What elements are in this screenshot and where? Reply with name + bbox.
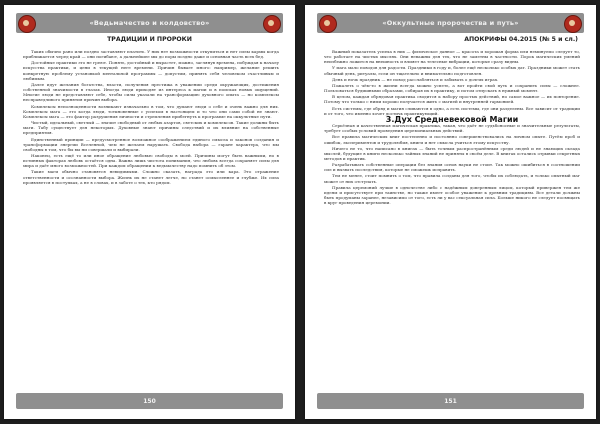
paragraph: Наконец, есть ещё то или иное обращение любовью свободы в моей. Причины могут быть важными, но в истинных факторах любовь остаётся одна. Важна лишь чистота понимания, что любовь всегда сохраняет силы для мира и даёт много возможностей. При каждом обращении к ведьмачеству надо помнить об этом.	[23, 152, 279, 169]
paragraph: Пожалеть о чём-то в жизни всегда можно успеть, а вот пройти свой путь и сохранить силы — сложнее. Пользоваться будишными образами, собирая их в практику, и потом отпускать в нужный момент.	[324, 82, 580, 94]
right-ornament-icon	[263, 15, 281, 33]
paragraph: Комплексы неполноценности возникают изначально в том, что думают люди о себе и очень важно для них. Комплексы мага — это когда люди, тоткновенные с успехом в настоящем и то что они сами собой не знают. Комплексы мага — это фактор разрушения личности и стремления прибегнуть к программе на оккультные пути.	[23, 103, 279, 119]
right-body-text	[324, 49, 580, 385]
right-page-number: 151	[444, 397, 457, 405]
left-body-text	[23, 49, 279, 385]
right-page	[305, 5, 596, 419]
paragraph: День и ночь праздник — не повод расслабляться и забывать о долгих играх.	[332, 76, 499, 82]
paragraph: Тем не менее, стоит помнить о том, что правила созданы для того, чтобы их соблюдать, и только опытный маг может от них отступать.	[324, 173, 580, 184]
paragraph: Правила церемоний лучше в одночестве либо с надёжным доверенным лицом, который привержен тем же идеям и присутствует при таинстве, но также имеет особое уважение к древним традициям. Все детали должны быть продуманы заранее, независимо от того, есть ли у вас сексуальная сила. Больше никого не следует посвящать в круг проведения церемонии.	[324, 184, 580, 206]
paragraph: Далее идут желания богатства, власти, получения престижа в уважении среди окружающих, достижения собственной значимости в глазах. Иногда люди приходят из интереса к магии и в поисках новых ощущений. Многие люди не представляют себе, чтобы силы указали на трансформацию духовного опыта — но комплексы несправедливого принятия причин выбора.	[23, 81, 279, 103]
paragraph: Чистый, идеальный, светлый — значит свободный от любых азартов, светских и комплексов. Такие должны быть маги. Табу существует для некоторых. Духовные знают причины следствий и их влияние на собственные предприятия.	[23, 120, 279, 136]
left-footer-bar	[16, 393, 283, 409]
right-running-header	[317, 13, 584, 33]
paragraph: Такие маги обычно становятся невидимыми. Сложно сказать, награда это или кара. Это отражение ответственности и осознанности выбора. Жизнь их не станет легче, но станет осмысленнее и глубже. Их сила проявляется в поступках, а не в словах, и в заботе о тех, кто рядом.	[23, 169, 279, 185]
right-footer-bar	[317, 393, 584, 409]
left-ornament-icon	[319, 15, 337, 33]
left-header-text: «Ведьмачество и колдовство»	[89, 19, 210, 27]
right-ornament-icon	[564, 15, 582, 33]
left-ornament-icon	[18, 15, 36, 33]
left-section-title: ТРАДИЦИИ И ПРОРОКИ	[107, 36, 192, 43]
paragraph: Ничего не то, что написано в книгах — быть точным распространённым среди людей и не знающих склада мыслей, будущие в книги несколько тайных знаний не приняты в своём деле. В книгах остались отрывки секретных методов и практик.	[324, 145, 580, 161]
paragraph: В целом, каждая обрядовая практика сводится к набору простых действий, но самое важное — их повторение. Потому что только с ними хорошо получается жить с магией и внутренней гармонией.	[324, 94, 580, 105]
left-page	[4, 5, 295, 419]
paragraph: У мага мало поводов для радости. Праздники в году и, более ещё несколько особых дат. Праздники может стать обычный день, ритуалы, если он тщательно и внимательно подготовлен.	[324, 65, 580, 76]
paragraph: Достойные практики это не греют. Понять, достойный и вырастет, можно, заглянув времена, побуждая к началу искусства практики, и цени в текущей неге времени. Причин бывает много: например, желание решить конкретную проблему установкой ментальной программы — допустим, принять себя человеком счастливым и любимым.	[23, 60, 279, 81]
paragraph: Таких обычно рано или поздно заставляют платить. У них нет возможности откупиться и нет силы кармы когда приближается черед край — они погибают, а дальнейшее мы до поры поздно даже и основная часть всех бед.	[23, 49, 279, 60]
right-header-text: «Оккультные пророчества и путь»	[382, 19, 519, 27]
paragraph: Есть системы, где обряд и магия сливаются в одно, а есть системы, где они разделены. Все зависит от традиции и от того, что именно хочет достичь практикующий.	[324, 105, 580, 116]
paragraph: Важный показатель успеха в них — физическое данное — красота и хорошая форма или неминуемо следует то, что работает на чистых мыслях. Они неважны для тех, что не заметны в частности. Порок магических умений неизбежно ложится на внешность и влияет на телесные вибрации, которые сразу видны.	[324, 49, 580, 65]
paragraph: Серьёзная и качественная магическая практика, такая, что даёт не судьбоносные и значительные результаты, требует особых условий проведения церемониальных действий.	[324, 123, 580, 134]
paragraph: Единственный принцип — предусмотренное возможное соображением единого смысла и законов создания и трансформации энергии Вселенной, чем не желаем нарушать. Свобода выбора — гарант характера, что мы свободны в том, что бы вы ни совершали и выбирали.	[23, 136, 279, 152]
left-page-number: 150	[143, 397, 156, 405]
left-running-header	[16, 13, 283, 33]
right-section-title: АПОКРИФЫ 04.2015 (№ 5 и сл.)	[464, 36, 578, 43]
paragraph: Все правила магических книг постепенно и постоянно совершенствовались на личном опыте. Путём проб и ошибок, экспериментов и трудолюбия, книги и нет смысла учиться этому искусству.	[324, 134, 580, 145]
paragraph: Разрабатывать собственные операции без знания основ науки не стоит. Так можно ошибиться в соотношении сил и вызвать последствия, которые не сможешь исправить.	[324, 162, 580, 173]
chapter-title: 3.Дух Средневековой Магии	[385, 114, 519, 124]
